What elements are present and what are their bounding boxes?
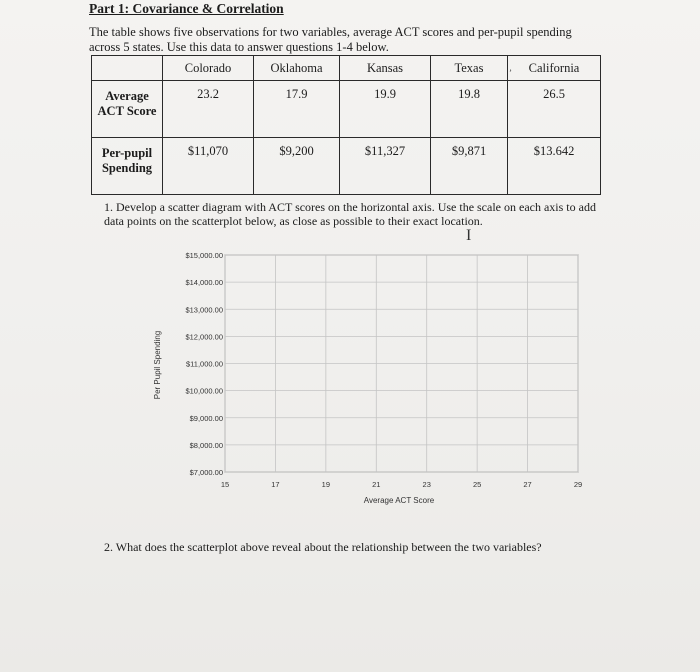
table-cell: 17.9 xyxy=(254,81,340,138)
scatterplot[interactable] xyxy=(150,245,590,515)
y-tick-label: $7,000.00 xyxy=(189,468,223,477)
table-header-row xyxy=(92,56,601,81)
row-label-line: ACT Score xyxy=(97,104,157,118)
row-label-line: Spending xyxy=(101,161,153,175)
x-tick-label: 17 xyxy=(271,480,280,489)
question-1: 1. Develop a scatter diagram with ACT scores on the horizontal axis. Use the scale on each axis to add data points on the scatterplot below, as close as possible to their exact location. xyxy=(104,200,596,228)
y-tick-label: $15,000.00 xyxy=(185,251,223,260)
x-tick-label: 23 xyxy=(422,480,431,489)
x-tick-label: 15 xyxy=(220,480,230,489)
x-tick-label: 29 xyxy=(573,480,583,489)
x-tick-label: 19 xyxy=(321,480,331,489)
x-tick-label: 27 xyxy=(523,480,532,489)
y-tick-label: $11,000.00 xyxy=(186,359,223,369)
table-cell: $11,070 xyxy=(163,138,254,195)
intro-paragraph: The table shows five observations for two variables, average ACT scores and per-pupil spending across 5 states. Use this data to answer questions 1-4 below. xyxy=(89,25,572,54)
table-corner-cell xyxy=(92,56,163,81)
table-cell: 26.5 xyxy=(508,81,601,138)
row-label xyxy=(92,138,163,195)
table-cell: $11,327 xyxy=(340,138,431,195)
table-header-cell: Kansas xyxy=(340,56,431,81)
y-tick-label: $10,000.00 xyxy=(185,386,223,396)
row-label-line: Average xyxy=(105,89,149,103)
table-row xyxy=(92,138,601,195)
row-label-line: Per-pupil xyxy=(101,146,153,160)
y-tick-label: $9,000.00 xyxy=(189,413,223,423)
table-cell: 19.8 xyxy=(431,81,508,138)
y-tick-label: $12,000.00 xyxy=(185,332,223,342)
y-axis-label: Per Pupil Spending xyxy=(153,330,162,400)
table-cell: $9,200 xyxy=(254,138,340,195)
table-header-cell: California xyxy=(508,56,601,81)
x-tick-label: 21 xyxy=(372,480,381,489)
table-cell: 23.2 xyxy=(163,81,254,138)
table-row xyxy=(92,81,601,138)
y-tick-label: $8,000.00 xyxy=(189,440,223,450)
stray-pen-mark: ’ xyxy=(509,68,512,78)
table-header-cell: Colorado xyxy=(163,56,254,81)
x-axis-label: Average ACT Score xyxy=(363,496,435,505)
y-tick-label: $13,000.00 xyxy=(185,305,223,315)
table-header-cell: Oklahoma xyxy=(254,56,340,81)
table-header-cell: Texas xyxy=(431,56,508,81)
data-table xyxy=(91,55,601,195)
x-tick-label: 25 xyxy=(472,480,482,489)
table-cell: $9,871 xyxy=(431,138,508,195)
page-title: Part 1: Covariance & Correlation xyxy=(89,1,284,16)
y-tick-label: $14,000.00 xyxy=(185,278,223,288)
question-2: 2. What does the scatterplot above reveal about the relationship between the two variables? xyxy=(104,540,542,554)
row-label xyxy=(92,81,163,138)
table-cell: 19.9 xyxy=(340,81,431,138)
table-cell: $13.642 xyxy=(508,138,601,195)
text-cursor-icon: I xyxy=(466,227,472,244)
